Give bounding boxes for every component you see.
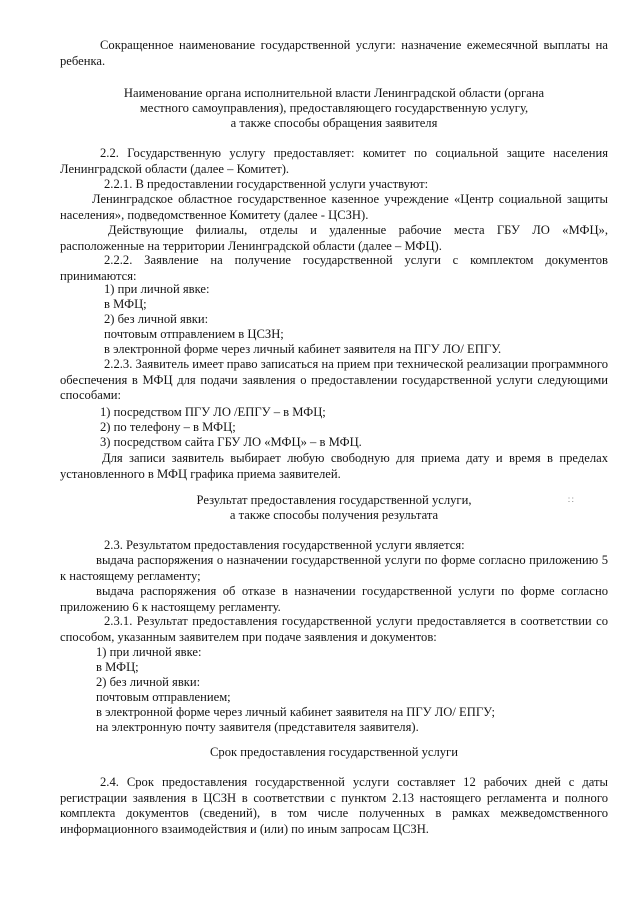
list-item: 1) при личной явке: [96, 645, 202, 659]
paragraph-2-2-3: 2.2.3. Заявитель имеет право записаться на прием при технической реализации программного обеспечения в МФЦ для подачи заявления о предоставлении государственной услуги следующими способами: [60, 357, 608, 402]
paragraph-2-3-1: 2.3.1. Результат предоставления государственной услуги предоставляется в соответствии со способом, указанным заявителем при подаче заявления и документов: [60, 614, 608, 644]
paragraph-2-3-refusal: выдача распоряжения об отказе в назначении государственной услуги по форме согласно приложению 6 к настоящему регламенту. [60, 584, 608, 614]
paragraph-2-2-1-csszn: Ленинградское областное государственное казенное учреждение «Центр социальной защиты населения», подведомственное Комитету (далее - ЦСЗН). [60, 192, 608, 222]
list-item: почтовым отправлением; [96, 690, 231, 704]
paragraph-2-4: 2.4. Срок предоставления государственной услуги составляет 12 рабочих дней с даты регистрации заявления в ЦСЗН в соответствии с пунктом 2.13 настоящего регламента и полного комплекта документов (сведений), в том числе полученных в рамках межведомственного информационного взаимодействия и (или) по иным запросам ЦСЗН. [60, 775, 608, 836]
section-heading-term: Срок предоставления государственной услуги [210, 745, 458, 759]
list-item: в МФЦ; [96, 660, 139, 674]
paragraph-2-2-2: 2.2.2. Заявление на получение государственной услуги с комплектом документов принимаются: [60, 253, 608, 283]
list-item: 2) без личной явки: [96, 675, 201, 689]
paragraph-2-2-1-mfc: Действующие филиалы, отделы и удаленные рабочие места ГБУ ЛО «МФЦ», расположенные на территории Ленинградской области (далее – МФЦ). [60, 223, 608, 253]
section-heading-result-line2: а также способы получения результата [229, 508, 439, 522]
list-item: 2) по телефону – в МФЦ; [100, 420, 236, 434]
section-heading-organ-line1: Наименование органа исполнительной власти Ленинградской области (органа [123, 86, 545, 100]
section-heading-organ-line2: местного самоуправления), предоставляющего государственную услугу, [139, 101, 529, 115]
list-item: в МФЦ; [104, 297, 147, 311]
paragraph-2-2-1: 2.2.1. В предоставлении государственной услуги участвуют: [104, 177, 429, 191]
list-item: 2) без личной явки: [104, 312, 209, 326]
list-item: 1) посредством ПГУ ЛО /ЕПГУ – в МФЦ; [100, 405, 326, 419]
short-name-paragraph: Сокращенное наименование государственной услуги: назначение ежемесячной выплаты на ребенка. [60, 38, 608, 68]
paragraph-2-2: 2.2. Государственную услугу предоставляет: комитет по социальной защите населения Ленинградской области (далее – Комитет). [60, 146, 608, 176]
section-heading-organ-line3: а также способы обращения заявителя [230, 116, 438, 130]
list-item: 1) при личной явке: [104, 282, 210, 296]
paragraph-2-3-decision: выдача распоряжения о назначении государственной услуги по форме согласно приложению 5 к настоящему регламенту; [60, 553, 608, 583]
list-item: на электронную почту заявителя (представителя заявителя). [96, 720, 419, 734]
section-heading-result-line1: Результат предоставления государственной услуги, [196, 493, 472, 507]
scan-mark: ∷ [568, 495, 574, 505]
paragraph-2-3: 2.3. Результатом предоставления государственной услуги является: [104, 538, 465, 552]
list-item: в электронной форме через личный кабинет заявителя на ПГУ ЛО/ ЕПГУ; [96, 705, 496, 719]
paragraph-record: Для записи заявитель выбирает любую свободную для приема дату и время в пределах установленного в МФЦ графика приема заявителей. [60, 451, 608, 481]
list-item: почтовым отправлением в ЦСЗН; [104, 327, 284, 341]
list-item: 3) посредством сайта ГБУ ЛО «МФЦ» – в МФЦ. [100, 435, 362, 449]
list-item: в электронной форме через личный кабинет заявителя на ПГУ ЛО/ ЕПГУ. [104, 342, 502, 356]
